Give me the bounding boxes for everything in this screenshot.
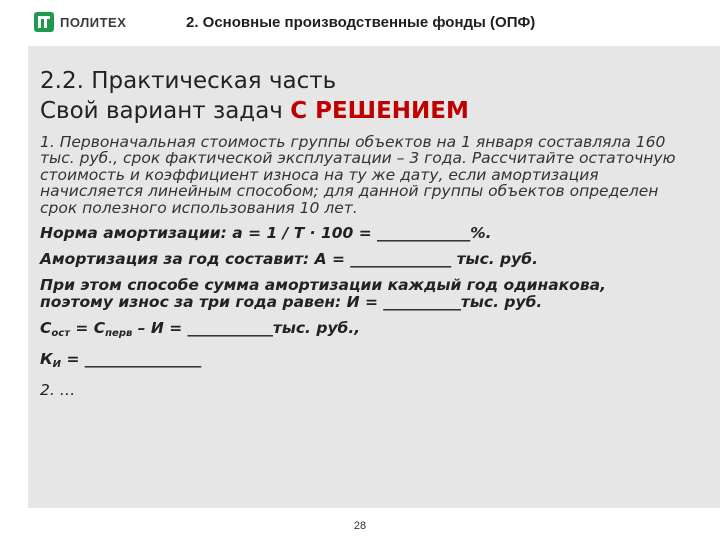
norm-line: Норма амортизации: a = 1 / T · 100 = ____________%. [40,224,492,243]
k-symbol: К [40,350,53,369]
politekh-logo-icon [34,12,54,32]
task-1-text: 1. Первоначальная стоимость группы объектов на 1 января составляла 160 тыс. руб., срок фактической эксплуатации – 3 года. Рассчитайте остаточную стоимость и коэффициент износа на ту же дату, если амортизация начисляется линейным способом; для данной группы объектов определен срок полезного использования 10 лет. [40,133,676,217]
k-tail: = _______________ [61,350,202,369]
slide-heading-line2 [40,96,700,126]
cost-equals: = С [69,319,106,338]
k-subscript: И [52,359,62,371]
wear-coefficient-line [40,351,700,373]
cost-symbol: С [40,319,52,338]
cost-subscript-ost: ост [51,328,70,340]
amortization-line: Амортизация за год составит: А = _____________ тыс. руб. [40,250,538,269]
residual-cost-line [40,320,700,342]
heading-line2-text: Свой вариант задач [40,98,291,124]
slide-content [40,66,700,399]
logo-text: ПОЛИТЕХ [60,14,127,30]
cost-tail: – И = ___________тыс. руб., [132,319,361,338]
logo [34,12,126,32]
method-line-1: При этом способе сумма амортизации каждый год одинакова, [40,276,606,295]
slide-heading-line1: 2.2. Практическая часть [40,68,337,94]
slide-header [0,0,720,46]
page-number: 28 [353,520,367,532]
header-title: 2. Основные производственные фонды (ОПФ) [186,14,536,31]
heading-accent: С РЕШЕНИЕМ [290,98,469,124]
cost-subscript-perv: перв [105,328,133,340]
next-task: 2. … [40,381,76,400]
method-line-2: поэтому износ за три года равен: И = __________тыс. руб. [40,293,543,312]
